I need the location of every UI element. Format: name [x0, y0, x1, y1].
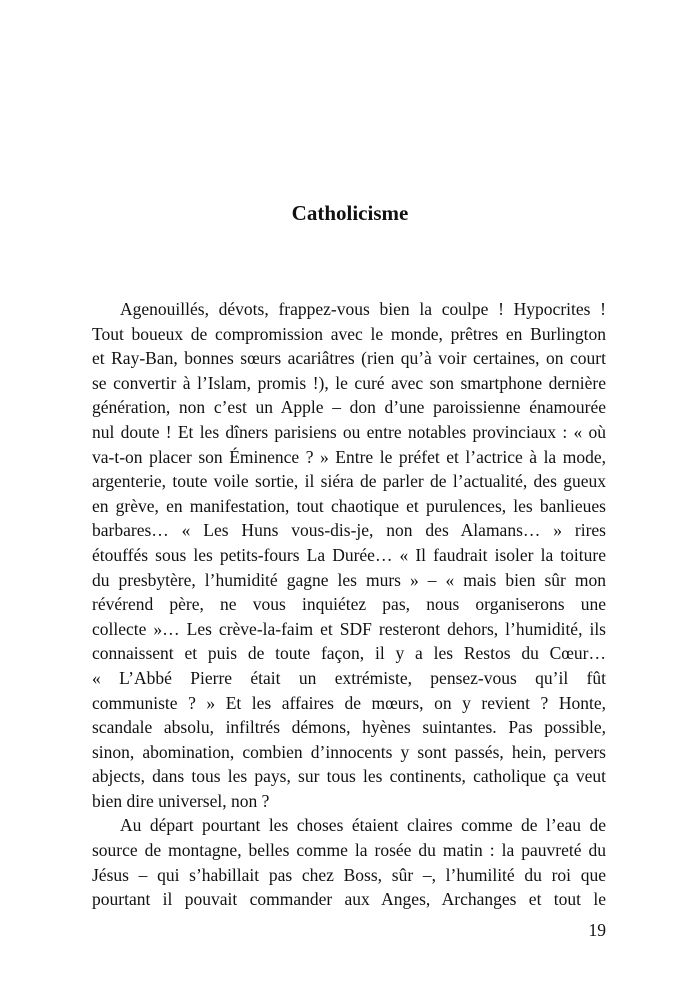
text-line: se convertir à l’Islam, promis !), le curé avec son smartphone dernière — [92, 372, 606, 393]
text-line: collecte »… Les crève-la-faim et SDF resteront dehors, l’humidité, ils — [92, 618, 606, 639]
text-line: étouffés sous les petits-fours La Durée… « Il faudrait isoler la toiture — [92, 544, 606, 565]
text-line: sinon, abomination, combien d’innocents y sont passés, hein, pervers — [92, 741, 606, 762]
text-line: scandale absolu, infiltrés démons, hyènes suintantes. Pas possible, — [92, 717, 606, 738]
text-line: et Ray-Ban, bonnes sœurs acariâtres (rien qu’à voir certaines, on court — [92, 348, 606, 369]
text-line: argenterie, toute voile sortie, il siéra de parler de l’actualité, des gueux — [92, 471, 606, 492]
text-line: va-t-on placer son Éminence ? » Entre le préfet et l’actrice à la mode, — [92, 446, 606, 467]
text-line: Agenouillés, dévots, frappez-vous bien la coulpe ! Hypocrites ! — [120, 299, 606, 319]
chapter-title: Catholicisme — [291, 201, 409, 225]
text-line: source de montagne, belles comme la rosée du matin : la pauvreté du — [92, 840, 606, 861]
text-line: bien dire universel, non ? — [92, 790, 270, 811]
text-line: abjects, dans tous les pays, sur tous les continents, catholique ça veut — [92, 766, 606, 787]
text-line: Au départ pourtant les choses étaient claires comme de l’eau de — [120, 815, 606, 836]
text-line: communiste ? » Et les affaires de mœurs, on y revient ? Honte, — [92, 692, 606, 713]
text-line: connaissent et puis de toute façon, il y a les Restos du Cœur… — [92, 643, 606, 664]
text-line: révérend père, ne vous inquiétez pas, nous organiserons une — [92, 594, 606, 615]
text-line: génération, non c’est un Apple – don d’une paroissienne énamourée — [92, 397, 606, 418]
text-line: nul doute ! Et les dîners parisiens ou entre notables provinciaux : « où — [92, 421, 606, 442]
text-line: barbares… « Les Huns vous-dis-je, non des Alamans… » rires — [92, 520, 606, 541]
text-line: du presbytère, l’humidité gagne les murs » – « mais bien sûr mon — [92, 569, 606, 590]
text-line: Jésus – qui s’habillait pas chez Boss, sûr –, l’humilité du roi que — [92, 864, 606, 885]
text-line: Tout boueux de compromission avec le monde, prêtres en Burlington — [92, 323, 606, 344]
paragraph — [92, 813, 606, 911]
page-number: 19 — [588, 920, 606, 940]
paragraph — [92, 297, 606, 813]
text-line: pourtant il pouvait commander aux Anges, Archanges et tout le — [92, 889, 606, 910]
text-line: en grève, en manifestation, tout chaotique et purulences, les banlieues — [92, 495, 606, 516]
chapter-body — [92, 297, 606, 912]
text-line: « L’Abbé Pierre était un extrémiste, pensez-vous qu’il fût — [92, 667, 606, 688]
